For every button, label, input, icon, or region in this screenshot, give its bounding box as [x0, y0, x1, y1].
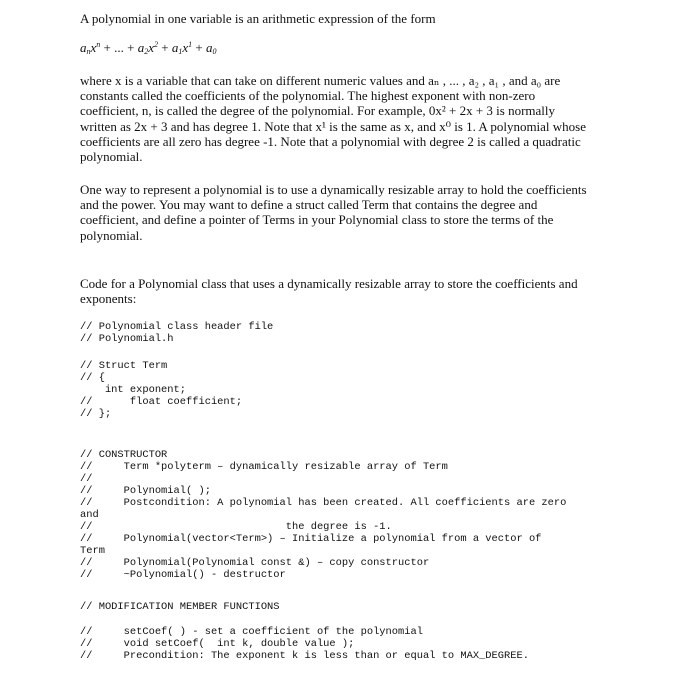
sub-1: 1: [178, 47, 183, 56]
sup-n: n: [96, 40, 101, 49]
coef-an: a: [80, 40, 87, 55]
paragraph-line: coefficient, and define a pointer of Terms in your Polynomial class to store the terms of the: [80, 212, 554, 228]
var-x2: x: [148, 40, 154, 55]
code-setcoef: // setCoef( ) - set a coefficient of the polynomial // void setCoef( int k, double value ); // Precondition: The exponent k is less than or equal to MAX_DEGREE.: [80, 626, 529, 662]
sup-1: 1: [188, 40, 193, 49]
code-struct-term: // Struct Term // { int exponent; // float coefficient; // };: [80, 360, 243, 420]
paragraph-code-intro: [80, 276, 610, 306]
plus-1: +: [161, 40, 169, 55]
paragraph-line: written as 2x + 3 and has degree 1. Note that x¹ is the same as x, and x⁰ is 1. A polynomial whose: [80, 118, 587, 134]
ellipsis: + ... +: [103, 40, 135, 55]
paragraph-line: and the power. You may want to define a struct called Term that contains the degree and: [80, 197, 538, 213]
var-x: x: [90, 40, 97, 55]
polynomial-formula: [80, 40, 216, 56]
coef-a1: a: [171, 40, 179, 55]
code-constructors: // CONSTRUCTOR // Term *polyterm – dynamically resizable array of Term // // Polynomial( ); // Postcondition: A polynomial has been created. All coefficients are zero and // the degree is -1. // Polynomial(vector<Term>) – Initialize a polynomial from a vector of Term // Polynomial(Polynomial const &) – copy constructor // ~Polynomial() - destructor: [80, 449, 567, 581]
paragraph-representation: [80, 182, 610, 243]
paragraph-line: coefficient, n, is called the degree of the polynomial. For example, 0x² + 2x + 3 is normally: [80, 103, 556, 119]
intro-line: A polynomial in one variable is an arithmetic expression of the form: [80, 11, 436, 26]
paragraph-line: where x is a variable that can take on different numeric values and aₙ , ... , a₂ , a₁ , and a₀ are: [80, 73, 561, 88]
paragraph-line: One way to represent a polynomial is to use a dynamically resizable array to hold the coefficients: [80, 182, 587, 197]
paragraph-line: polynomial.: [80, 227, 143, 243]
paragraph-line: coefficients are all zero has degree -1. Note that a polynomial with degree 2 is called a quadratic: [80, 133, 581, 149]
var-x1: x: [182, 40, 189, 55]
sub-0: 0: [212, 47, 217, 56]
coef-a0: a: [205, 40, 213, 55]
plus-2: +: [195, 40, 203, 55]
paragraph-line: polynomial.: [80, 149, 143, 165]
paragraph-definition: [80, 73, 610, 164]
paragraph-line: Code for a Polynomial class that uses a dynamically resizable array to store the coefficients and: [80, 276, 578, 291]
sup-2: 2: [153, 40, 158, 49]
coef-a2: a: [137, 40, 145, 55]
code-header-comment: // Polynomial class header file // Polynomial.h: [80, 321, 274, 345]
sub-n: n: [86, 47, 91, 56]
paragraph-line: constants called the coefficients of the polynomial. The highest exponent with non-zero: [80, 88, 536, 104]
sub-2: 2: [144, 47, 149, 56]
paragraph-line: exponents:: [80, 291, 137, 307]
code-modification-heading: // MODIFICATION MEMBER FUNCTIONS: [80, 601, 280, 613]
